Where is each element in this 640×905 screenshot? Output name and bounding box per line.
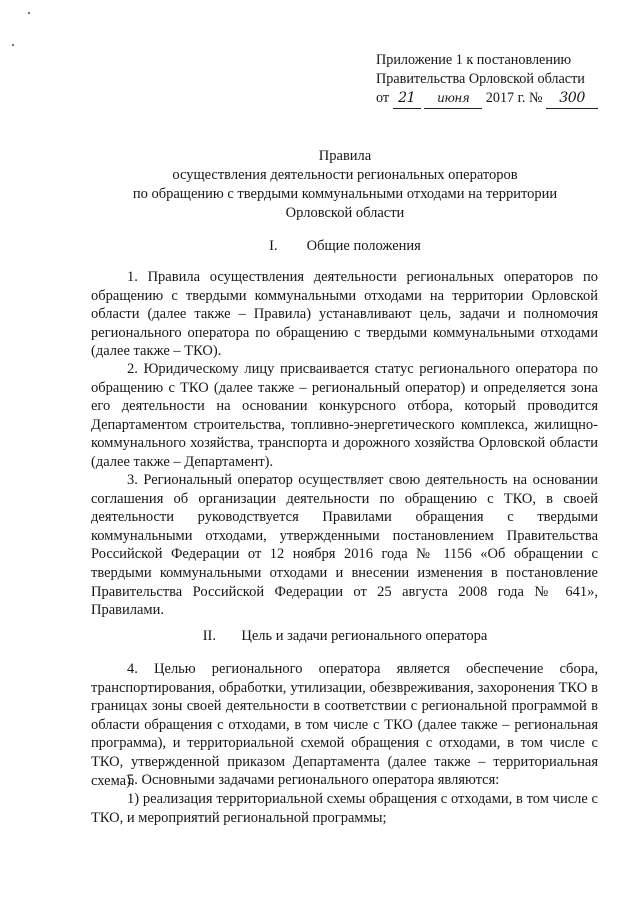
paragraph-6: 1) реализация территориальной схемы обращения с отходами, в том числе с ТКО, и мероприятий региональной программы; [91, 791, 598, 826]
scan-speck [12, 44, 14, 46]
date-day-handwritten: 21 [393, 89, 421, 109]
document-number-handwritten: 300 [546, 89, 598, 109]
paragraph-4: 4. Целью регионального оператора является обеспечение сбора, транспортирования, обработки, утилизации, обезвреживания, захоронения ТКО в границах зоны своей деятельности в соответствии с региональной программой в области обращения с отходами, в том числе с ТКО (далее также – региональная программа), и территориальной схемой обращения с отходами, в том числе с ТКО, утвержденной приказом Департамента (далее также – территориальная схема). [91, 661, 598, 789]
paragraph-2: 2. Юридическому лицу присваивается статус регионального оператора по обращению с ТКО (далее также – региональный оператор) и определяется зона его деятельности на основании конкурсного отбора, который проводится Департаментом строительства, топливно-энергетического комплекса, жилищно-коммунального хозяйства, транспорта и дорожного хозяйства Орловской области (далее также – Департамент). [91, 361, 598, 470]
paragraph-3: 3. Региональный оператор осуществляет свою деятельность на основании соглашения об организации деятельности по обращению с ТКО, в своей деятельности руководствуется Правилами обращения с твердыми коммунальными отходами, утвержденными постановлением Правительства Российской Федерации от 12 ноября 2016 года № 1156 «Об обращении с твердыми коммунальными отходами и внесении изменения в постановление Правительства Российской Федерации от 25 августа 2008 года № 641», Правилами. [91, 472, 598, 619]
title-line-2: осуществления деятельности региональных операторов [172, 167, 518, 183]
appendix-line-1: Приложение 1 к постановлению [376, 52, 572, 68]
date-month-handwritten: июня [424, 89, 482, 109]
scan-speck [28, 12, 30, 14]
document-title [96, 147, 594, 223]
date-year: 2017 г. № [485, 90, 543, 106]
title-line-4: Орловской области [285, 205, 405, 221]
appendix-line-2: Правительства Орловской области [376, 71, 585, 87]
section-heading-1: I. Общие положения [269, 238, 421, 254]
title-line-1: Правила [318, 148, 372, 164]
title-line-3: по обращению с твердыми коммунальными отходами на территории [132, 186, 558, 202]
paragraph-5: 5. Основными задачами регионального оператора являются: [127, 772, 500, 788]
paragraph-1: 1. Правила осуществления деятельности региональных операторов по обращению с твердыми коммунальными отходами на территории Орловской области (далее также – Правила) устанавливают цель, задачи и полномочия регионального оператора по обращению с твердыми коммунальными отходами (далее также – ТКО). [91, 269, 598, 360]
appendix-header [376, 51, 626, 109]
date-prefix: от [376, 90, 390, 106]
section-heading-2: II. Цель и задачи регионального оператора [202, 628, 488, 644]
appendix-date-line [376, 89, 626, 109]
